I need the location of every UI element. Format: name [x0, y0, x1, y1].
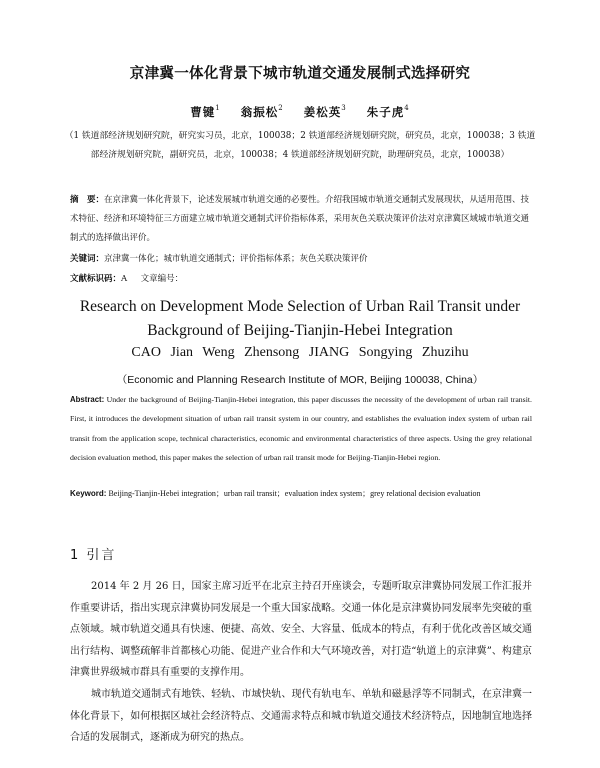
english-keywords	[70, 488, 532, 499]
author-name: 翁振松	[240, 105, 279, 119]
body-paragraph-1: 2014 年 2 月 26 日，国家主席习近平在北京主持召开座谈会，专题听取京津冀协同发展工作汇报并作重要讲话，指出实现京津冀协同发展是一个重大国家战略。交通一体化是京津冀协同发展率先突破的重点领域。城市轨道交通具有快速、便捷、高效、安全、大容量、低成本的特点，有利于优化改善区域交通出行结构、调整疏解非首都核心功能、促进产业合作和大气环境改善，对打造“轨道上的京津冀”、构建京津冀世界级城市群具有重要的支撑作用。	[70, 581, 532, 678]
author-name: 朱子虎	[366, 105, 405, 119]
chinese-keywords	[70, 250, 532, 269]
abstract-label: 摘 要：	[70, 195, 105, 205]
document-code-line	[70, 270, 532, 289]
chinese-abstract	[70, 191, 532, 248]
doc-code-label: 文献标识码：	[70, 274, 122, 284]
english-abstract-label: Abstract:	[70, 395, 105, 404]
author-superscript: 2	[278, 104, 284, 112]
author-name: 曹键	[190, 105, 216, 119]
author-superscript: 4	[404, 104, 410, 112]
english-title-line-2: Background of Beijing-Tianjin-Hebei Integration	[147, 322, 453, 339]
english-keywords-label: Keyword:	[70, 489, 107, 498]
english-author-list: CAO Jian Weng Zhensong JIANG Songying Zhuzihu	[131, 345, 469, 360]
english-title-line-1: Research on Development Mode Selection of Urban Rail Transit under	[79, 298, 521, 315]
chinese-author-list	[0, 104, 600, 120]
english-abstract	[70, 390, 532, 467]
article-number-label: 文章编号：	[140, 274, 184, 284]
english-affiliation: （Economic and Planning Research Institute of MOR, Beijing 100038, China）	[116, 374, 484, 386]
doc-code-value: A	[121, 274, 128, 284]
chinese-title: 京津冀一体化背景下城市轨道交通发展制式选择研究	[129, 66, 471, 82]
english-abstract-text: Under the background of Beijing-Tianjin-Hebei integration, this paper discusses the necessity of the development of urban rail transit. First, it introduces the development situation of urban rail transit system in our country, and establishes the evaluation index system of urban rail transit from the application scope, technical characteristics, economic and environmental characteristics of three aspects. Using the grey relational decision evaluation method, this paper makes the selection of urban rail transit mode for Beijing-Tianjin-Hebei region.	[70, 395, 532, 462]
author-superscript: 1	[215, 104, 221, 112]
author-name: 姜松英	[303, 105, 342, 119]
section-heading: 1 引言	[70, 548, 117, 563]
english-title	[0, 295, 600, 343]
english-keywords-text: Beijing-Tianjin-Hebei integration；urban rail transit；evaluation index system；grey relational decision evaluation	[108, 489, 481, 498]
body-paragraph-2: 城市轨道交通制式有地铁、轻轨、市域快轨、现代有轨电车、单轨和磁悬浮等不同制式，在京津冀一体化背景下，如何根据区域社会经济特点、交通需求特点和城市轨道交通技术经济特点，因地制宜地选择合适的发展制式，逐渐成为研究的热点。	[70, 689, 532, 743]
abstract-text: 在京津冀一体化背景下，论述发展城市轨道交通的必要性。介绍我国城市轨道交通制式发展现状，从适用范围、技术特征、经济和环境特征三方面建立城市轨道交通制式评价指标体系，采用灰色关联决策评价法对京津冀区域城市轨道交通制式的选择做出评价。	[70, 195, 530, 243]
keywords-text: 京津冀一体化；城市轨道交通制式；评价指标体系；灰色关联决策评价	[104, 254, 368, 264]
author-superscript: 3	[341, 104, 347, 112]
keywords-label: 关键词：	[70, 254, 105, 264]
chinese-affiliation: （1 铁道部经济规划研究院，研究实习员，北京，100038；2 铁道部经济规划研究院，研究员，北京，100038；3 铁道部经济规划研究院，副研究员，北京，100038；4 铁道部经济规划研究院，助理研究员，北京，100038）	[64, 131, 536, 160]
